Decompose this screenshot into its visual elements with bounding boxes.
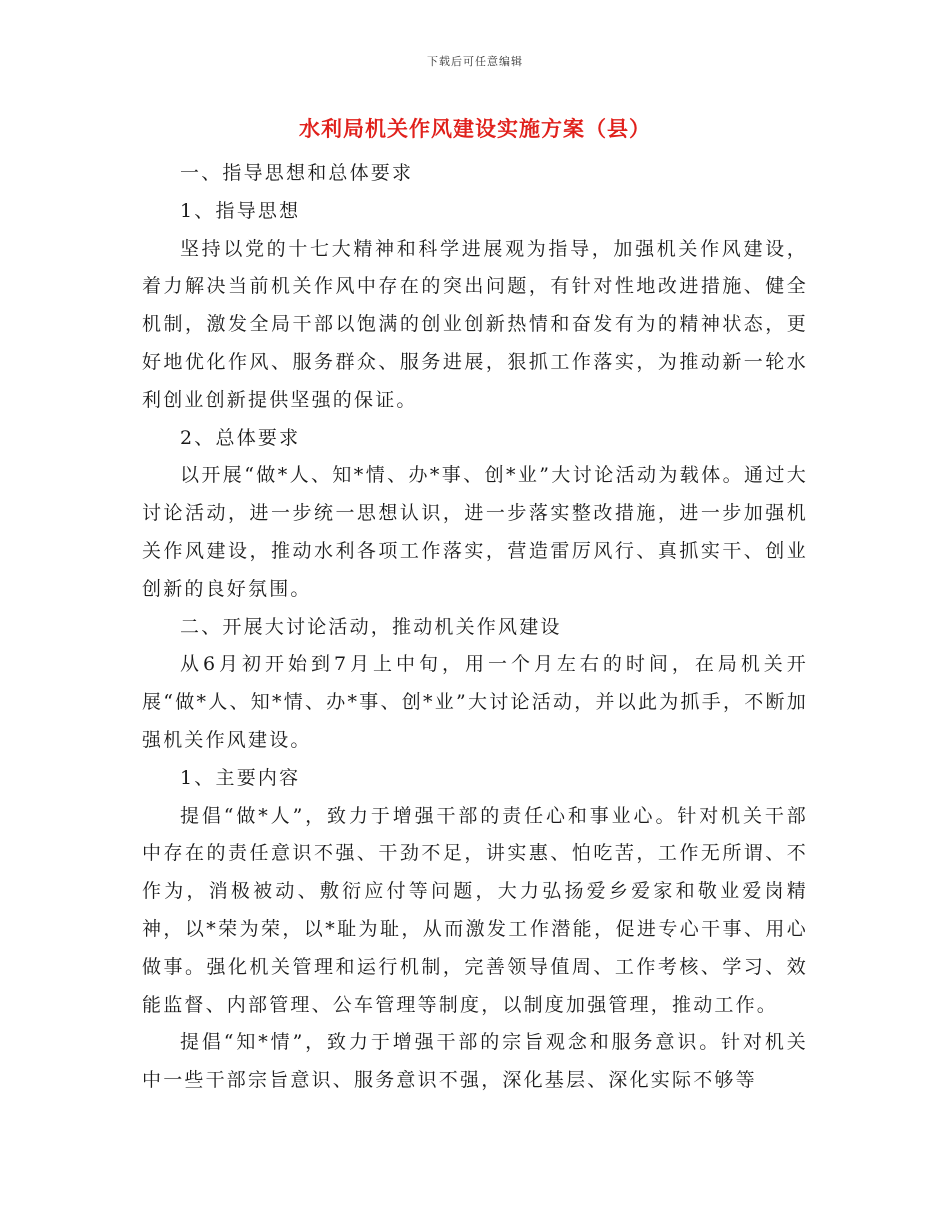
subheading-guiding-ideology: 1、指导思想 — [180, 199, 301, 222]
subheading-overall-requirements: 2、总体要求 — [180, 426, 301, 449]
document-body — [142, 155, 808, 1100]
document-title: 水利局机关作风建设实施方案（县） — [299, 116, 651, 141]
paragraph-be-a-person: 提倡“做*人”，致力于增强干部的责任心和事业心。针对机关干部中存在的责任意识不强、干劲不足，讲实惠、怕吃苦，工作无所谓、不作为，消极被动、敷衍应付等问题，大力弘扬爱乡爱家和敬业爱岗精神，以*荣为荣，以*耻为耻，从而激发工作潜能，促进专心干事、用心做事。强化机关管理和运行机制，完善领导值周、工作考核、学习、效能监督、内部管理、公车管理等制度，以制度加强管理，推动工作。 — [142, 804, 808, 1016]
paragraph-guiding-ideology: 坚持以党的十七大精神和科学进展观为指导，加强机关作风建设，着力解决当前机关作风中存在的突出问题，有针对性地改进措施、健全机制，激发全局干部以饱满的创业创新热情和奋发有为的精神状态，更好地优化作风、服务群众、服务进展，狠抓工作落实，为推动新一轮水利创业创新提供坚强的保证。 — [142, 237, 808, 411]
header-note: 下载后可任意编辑 — [427, 55, 523, 68]
section-heading-1: 一、指导思想和总体要求 — [180, 162, 414, 184]
paragraph-overall-requirements: 以开展“做*人、知*情、办*事、创*业”大讨论活动为载体。通过大讨论活动，进一步统一思想认识，进一步落实整改措施，进一步加强机关作风建设，推动水利各项工作落实，营造雷厉风行、真抓实干、创业创新的良好氛围。 — [142, 464, 808, 600]
paragraph-activity-timeline: 从6月初开始到7月上中旬，用一个月左右的时间，在局机关开展“做*人、知*情、办*事、创*业”大讨论活动，并以此为抓手，不断加强机关作风建设。 — [142, 653, 808, 751]
section-heading-2: 二、开展大讨论活动，推动机关作风建设 — [180, 615, 562, 638]
subheading-main-content: 1、主要内容 — [180, 766, 301, 789]
paragraph-know-situation: 提倡“知*情”，致力于增强干部的宗旨观念和服务意识。针对机关中一些干部宗旨意识、服务意识不强，深化基层、深化实际不够等 — [142, 1031, 808, 1092]
